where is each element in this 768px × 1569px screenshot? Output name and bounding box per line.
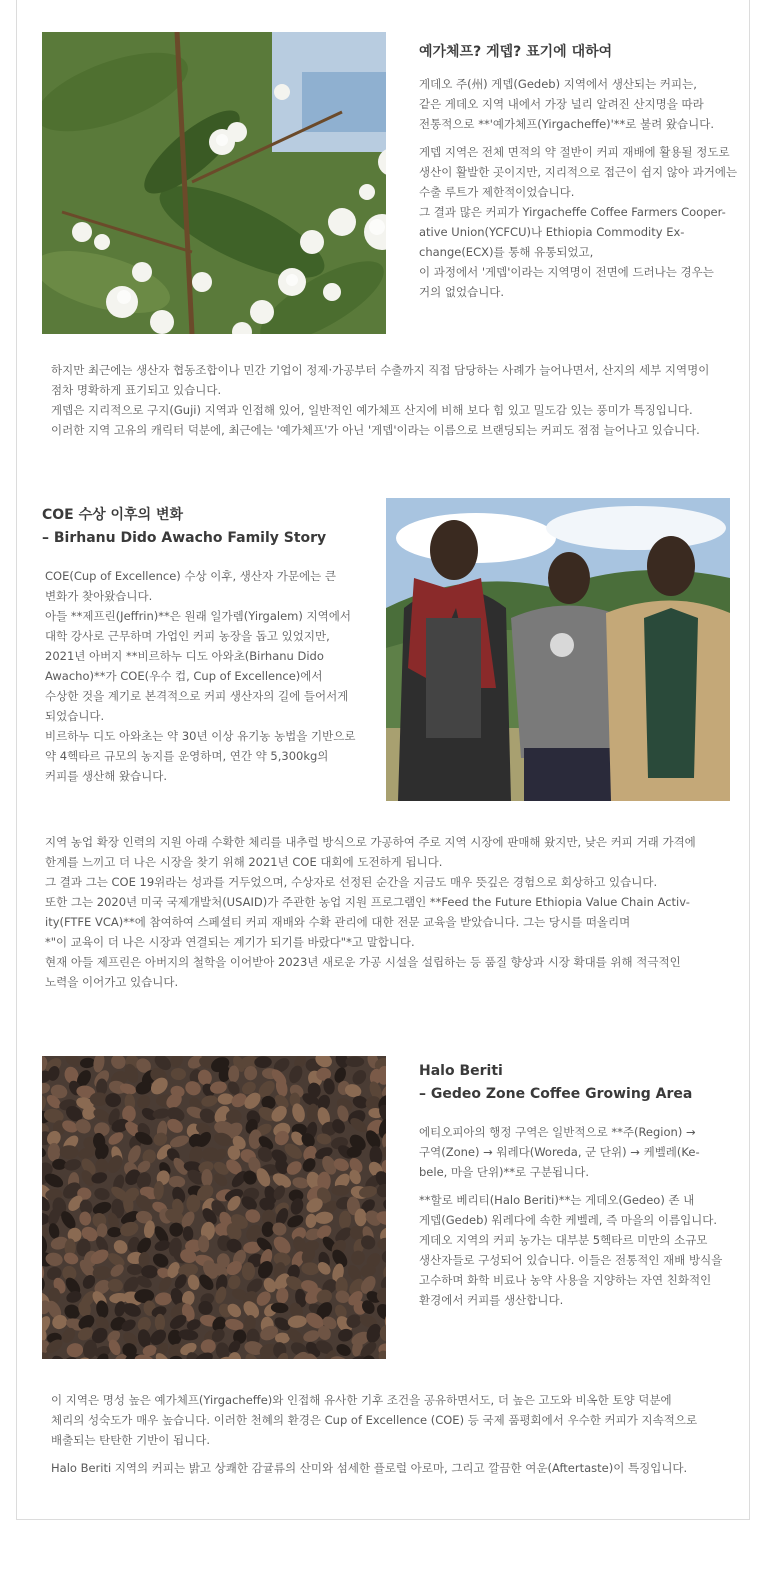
text-line: 전통적으로 **'예가체프(Yirgacheffe)'**로 불려 왔습니다. (419, 117, 715, 131)
text-line: 그 결과 많은 커피가 Yirgacheffe Coffee Farmers Cooper- (419, 205, 726, 219)
section1-intro-text (419, 74, 737, 310)
section1-body-text (51, 360, 709, 440)
text-line: 이 지역은 명성 높은 예가체프(Yirgacheffe)와 인접해 유사한 기후 조건을 공유하면서도, 더 높은 고도와 비옥한 토양 덕분에 (51, 1393, 672, 1407)
text-line: 커피를 생산해 왔습니다. (45, 769, 168, 783)
section3-below2 (51, 1458, 697, 1478)
text-line: COE(Cup of Excellence) 수상 이후, 생산자 가문에는 큰 (45, 569, 336, 583)
text-line: 아들 **제프린(Jeffrin)**은 원래 일가렘(Yirgalem) 지역에서 (45, 609, 351, 623)
text-line: 이 과정에서 '게뎁'이라는 지역명이 전면에 드러나는 경우는 (419, 265, 714, 279)
section3-title-line2: – Gedeo Zone Coffee Growing Area (419, 1086, 693, 1102)
text-line: change(ECX)를 통해 유통되었고, (419, 245, 594, 259)
text-line: 생산이 활발한 곳이지만, 지리적으로 접근이 쉽지 않아 과거에는 (419, 165, 738, 179)
text-line: 같은 게데오 지역 내에서 가장 널리 알려진 산지명을 따라 (419, 97, 704, 111)
text-line: 배출되는 탄탄한 기반이 됩니다. (51, 1433, 211, 1447)
text-line: 2021년 아버지 **비르하누 디도 아와초(Birhanu Dido (45, 649, 324, 663)
coffee-flower-photo (42, 32, 386, 334)
section3-below1 (51, 1390, 697, 1450)
section3-body-text (51, 1390, 697, 1486)
text-line: 고수하며 화학 비료나 농약 사용을 지양하는 자연 친화적인 (419, 1273, 712, 1287)
section2-title-line1: COE 수상 이후의 변화 (42, 507, 184, 523)
text-line: Awacho)**가 COE(우수 컵, Cup of Excellence)에서 (45, 669, 323, 683)
text-line: 수출 루트가 제한적이었습니다. (419, 185, 575, 199)
text-line: ity(FTFE VCA)**에 참여하여 스페셜티 커피 재배와 수확 관리에 대한 전문 교육을 받았습니다. 그는 당시를 떠올리며 (45, 915, 631, 929)
text-line: 또한 그는 2020년 미국 국제개발처(USAID)가 주관한 농업 지원 프로그램인 **Feed the Future Ethiopia Value Chain Activ- (45, 895, 690, 909)
text-line: 대학 강사로 근무하며 가업인 커피 농장을 돕고 있었지만, (45, 629, 330, 643)
text-line: 생산자들로 구성되어 있습니다. 이들은 전통적인 재배 방식을 (419, 1253, 723, 1267)
text-line: 게데오 주(州) 게뎁(Gedeb) 지역에서 생산되는 커피는, (419, 77, 697, 91)
text-line: 체리의 성숙도가 매우 높습니다. 이러한 천혜의 환경은 Cup of Excellence (COE) 등 국제 품평회에서 우수한 커피가 지속적으로 (51, 1413, 698, 1427)
section2-body-text (45, 832, 696, 992)
text-line: ative Union(YCFCU)나 Ethiopia Commodity Ex- (419, 225, 685, 239)
text-line: 수상한 것을 계기로 본격적으로 커피 생산자의 길에 들어서게 (45, 689, 349, 703)
text-line: *"이 교육이 더 나은 시장과 연결되는 계기가 되기를 바랐다"*고 말합니다. (45, 935, 415, 949)
text-line: 노력을 이어가고 있습니다. (45, 975, 179, 989)
text-line: 에티오피아의 행정 구역은 일반적으로 **주(Region) → (419, 1125, 696, 1139)
text-line: 변화가 찾아왔습니다. (45, 589, 153, 603)
text-line: 비르하누 디도 아와초는 약 30년 이상 유기농 농법을 기반으로 (45, 729, 356, 743)
section1-title: 예가체프? 게뎁? 표기에 대하여 (419, 44, 613, 60)
section3-para2 (419, 1190, 722, 1310)
text-line: **할로 베리티(Halo Beriti)**는 게데오(Gedeo) 존 내 (419, 1193, 695, 1207)
text-line: 환경에서 커피를 생산합니다. (419, 1293, 564, 1307)
section3-intro-text (419, 1122, 722, 1318)
section3-title (419, 1060, 692, 1106)
text-line: Halo Beriti 지역의 커피는 밝고 상쾌한 감귤류의 산미와 섬세한 플로럴 아로마, 그리고 깔끔한 여운(Aftertaste)이 특징입니다. (51, 1461, 688, 1475)
text-line: 게뎁(Gedeb) 워레다에 속한 케벨레, 즉 마을의 이름입니다. (419, 1213, 718, 1227)
farmers-photo (386, 498, 730, 801)
section2-title (42, 504, 326, 550)
text-line: 현재 아들 제프린은 아버지의 철학을 이어받아 2023년 새로운 가공 시설을 설립하는 등 품질 향상과 시장 확대를 위해 적극적인 (45, 955, 681, 969)
text-line: 게뎁은 지리적으로 구지(Guji) 지역과 인접해 있어, 일반적인 예가체프 산지에 비해 보다 힘 있고 밀도감 있는 풍미가 특징입니다. (51, 403, 693, 417)
section3-title-line1: Halo Beriti (419, 1063, 503, 1079)
text-line: 약 4헥타르 규모의 농지를 운영하며, 연간 약 5,300kg의 (45, 749, 329, 763)
text-line: 지역 농업 확장 인력의 지원 아래 수확한 체리를 내추럴 방식으로 가공하여 주로 지역 시장에 판매해 왔지만, 낮은 커피 거래 가격에 (45, 835, 696, 849)
text-line: 거의 없었습니다. (419, 285, 505, 299)
text-line: 이러한 지역 고유의 캐릭터 덕분에, 최근에는 '예가체프'가 아닌 '게뎁'이라는 이름으로 브랜딩되는 커피도 점점 늘어나고 있습니다. (51, 423, 700, 437)
text-line: 게뎁 지역은 전체 면적의 약 절반이 커피 재배에 활용될 정도로 (419, 145, 730, 159)
section1-para2 (419, 142, 737, 302)
section2-intro-text (45, 566, 356, 786)
text-line: 되었습니다. (45, 709, 105, 723)
coffee-beans-photo (42, 1056, 386, 1359)
text-line: bele, 마을 단위)**로 구분됩니다. (419, 1165, 589, 1179)
text-line: 하지만 최근에는 생산자 협동조합이나 민간 기업이 정제·가공부터 수출까지 직접 담당하는 사례가 늘어나면서, 산지의 세부 지역명이 (51, 363, 710, 377)
text-line: 구역(Zone) → 워레다(Woreda, 군 단위) → 케벨레(Ke- (419, 1145, 700, 1159)
section3-para1 (419, 1122, 722, 1182)
section1-para1 (419, 74, 737, 134)
text-line: 게데오 지역의 커피 농가는 대부분 5헥타르 미만의 소규모 (419, 1233, 708, 1247)
text-line: 그 결과 그는 COE 19위라는 성과를 거두었으며, 수상자로 선정된 순간을 지금도 매우 뜻깊은 경험으로 회상하고 있습니다. (45, 875, 658, 889)
text-line: 점차 명확하게 표기되고 있습니다. (51, 383, 222, 397)
section2-title-line2: – Birhanu Dido Awacho Family Story (42, 530, 327, 546)
text-line: 한계를 느끼고 더 나은 시장을 찾기 위해 2021년 COE 대회에 도전하게 됩니다. (45, 855, 443, 869)
